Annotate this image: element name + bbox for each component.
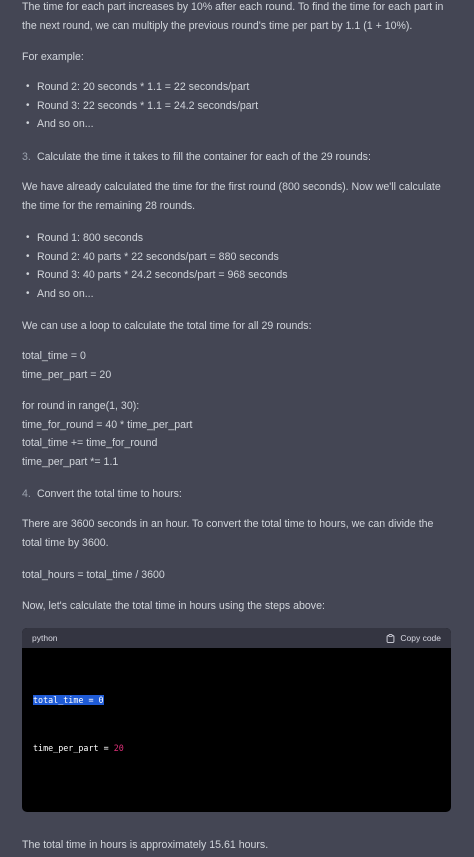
- code-content[interactable]: [22, 648, 451, 812]
- final-answer: The total time in hours is approximately 15.61 hours.: [22, 839, 269, 851]
- code-line-blank: [33, 788, 440, 804]
- step-text: Convert the total time to hours:: [37, 488, 182, 500]
- bullet-icon: •: [26, 81, 30, 92]
- list-item: • Round 2: 20 seconds * 1.1 = 22 seconds/part: [26, 78, 452, 97]
- bullet-icon: •: [26, 287, 30, 299]
- selected-text: total_time = 0: [33, 695, 104, 705]
- bullet-icon: •: [26, 232, 30, 243]
- rounds-list: [26, 229, 452, 303]
- copy-code-button[interactable]: [386, 629, 441, 648]
- list-item: • Round 1: 800 seconds: [26, 229, 452, 248]
- bullet-icon: •: [26, 118, 30, 129]
- step-3: [22, 148, 452, 167]
- text-line: time_per_part *= 1.1: [22, 455, 119, 468]
- text-line: the next round, we can multiply the previous round's time per part by 1.1 (1 + 10%).: [22, 19, 413, 32]
- copy-code-label: Copy code: [400, 632, 441, 643]
- text-line: total time by 3600.: [22, 536, 109, 549]
- code-block: [22, 628, 451, 812]
- list-item: • And so on...: [26, 115, 452, 134]
- text-line: The time for each part increases by 10% after each round. To find the time for each part in: [22, 1, 444, 13]
- paragraph-first-round: [22, 178, 452, 215]
- text-line: time_for_round = 40 * time_per_part: [22, 418, 193, 431]
- now-calculate: Now, let's calculate the total time in hours using the steps above:: [22, 600, 325, 612]
- list-item: • And so on...: [26, 285, 452, 304]
- example-list: [26, 78, 452, 134]
- for-example-label: For example:: [22, 51, 84, 63]
- list-item: • Round 3: 40 parts * 24.2 seconds/part = 968 seconds: [26, 266, 452, 285]
- bullet-icon: •: [26, 269, 30, 280]
- text-line: for round in range(1, 30):: [22, 400, 140, 412]
- text-line: the time for the remaining 28 rounds.: [22, 199, 196, 212]
- text-line: There are 3600 seconds in an hour. To convert the total time to hours, we can divide the: [22, 518, 434, 530]
- inline-code-loop: [22, 397, 452, 471]
- step-text: Calculate the time it takes to fill the container for each of the 29 rounds:: [37, 151, 371, 163]
- code-line: [33, 692, 440, 708]
- step-4: [22, 485, 452, 504]
- code-language-label: python: [32, 632, 58, 643]
- list-item: • Round 2: 40 parts * 22 seconds/part = 880 seconds: [26, 248, 452, 267]
- bullet-icon: •: [26, 250, 30, 262]
- paragraph-convert: [22, 515, 452, 552]
- bullet-icon: •: [26, 99, 30, 111]
- text-line: We have already calculated the time for the first round (800 seconds). Now we'll calculate: [22, 181, 441, 193]
- loop-intro: We can use a loop to calculate the total time for all 29 rounds:: [22, 320, 312, 332]
- step-number: 3.: [22, 151, 31, 163]
- text-line: total_time += time_for_round: [22, 437, 158, 449]
- step-number: 4.: [22, 488, 31, 500]
- text-line: total_time = 0: [22, 350, 86, 362]
- hours-formula: total_hours = total_time / 3600: [22, 569, 165, 581]
- code-block-header: [22, 628, 451, 648]
- code-line: time_per_part = 20: [33, 743, 124, 753]
- clipboard-icon: [386, 634, 395, 643]
- inline-code-init: [22, 347, 452, 384]
- paragraph-rate-increase: [22, 0, 452, 35]
- list-item: • Round 3: 22 seconds * 1.1 = 24.2 seconds/part: [26, 97, 452, 116]
- text-line: time_per_part = 20: [22, 368, 112, 381]
